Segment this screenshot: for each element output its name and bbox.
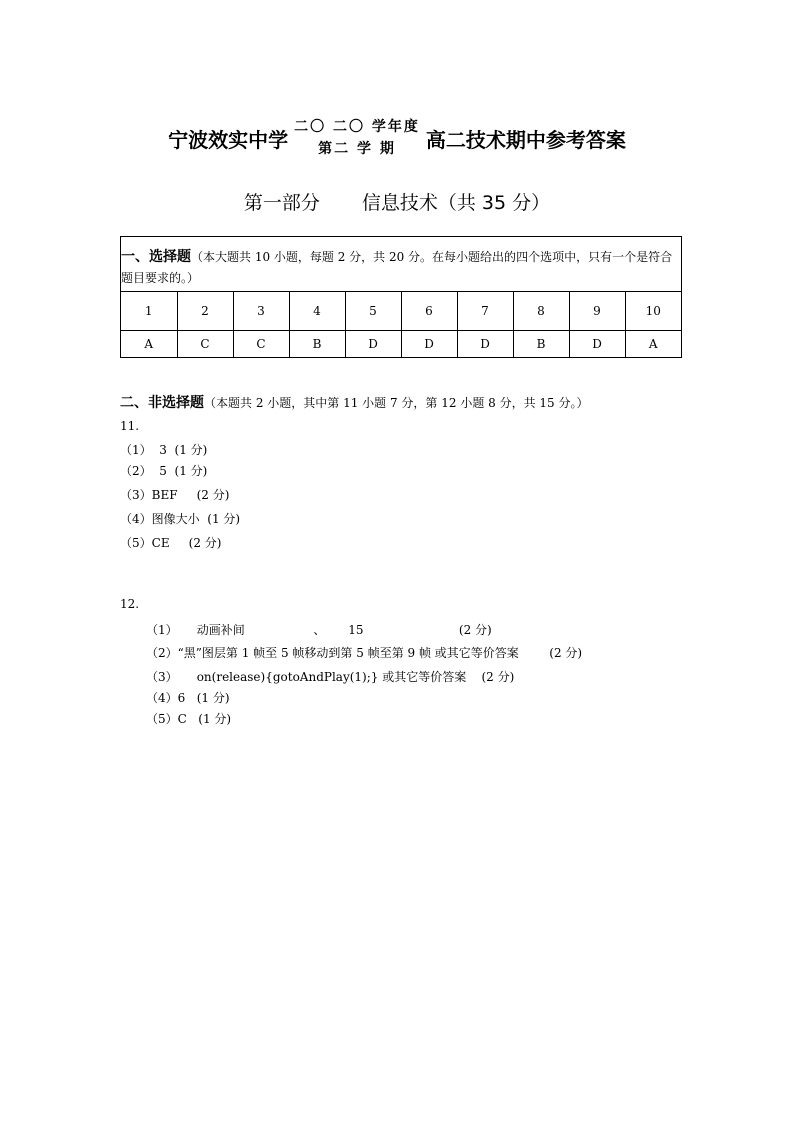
question-number-cell: 4 xyxy=(289,292,345,331)
question-number-cell: 9 xyxy=(569,292,625,331)
title-year-top: 二〇 二〇 学年度 xyxy=(294,119,420,135)
q12-answer-4: （4）6 (1 分) xyxy=(146,691,230,705)
q11-answer-3: （3）BEF (2 分) xyxy=(120,488,230,502)
question-12-label: 12. xyxy=(120,597,140,611)
title-school: 宁波效实中学 xyxy=(168,127,289,152)
answer-cell: C xyxy=(177,331,233,358)
question-number-cell: 1 xyxy=(121,292,177,331)
part-subject: 信息技术（共 35 分） xyxy=(361,192,551,214)
answer-table xyxy=(121,291,681,357)
multiple-choice-header xyxy=(121,237,681,291)
q12-answer-5: （5）C (1 分) xyxy=(146,712,232,726)
question-number-cell: 8 xyxy=(513,292,569,331)
part-name: 第一部分 xyxy=(243,192,320,214)
section2-instructions: （本题共 2 小题，其中第 11 小题 7 分，第 12 小题 8 分，共 15 分。） xyxy=(204,396,589,410)
question-11-label: 11. xyxy=(120,419,140,433)
part-heading xyxy=(0,188,794,215)
answer-cell: A xyxy=(121,331,177,358)
answer-cell: D xyxy=(457,331,513,358)
page-title xyxy=(0,116,794,160)
answer-row xyxy=(121,331,681,358)
section2-heading: 二、非选择题 xyxy=(120,395,204,411)
question-number-cell: 3 xyxy=(233,292,289,331)
q12-answer-1: （1） 动画补间 、 15 (2 分) xyxy=(146,623,492,637)
question-number-cell: 10 xyxy=(625,292,681,331)
answer-cell: A xyxy=(625,331,681,358)
q11-answer-4: （4）图像大小 (1 分) xyxy=(120,512,241,526)
answer-cell: D xyxy=(345,331,401,358)
multiple-choice-section xyxy=(120,236,682,358)
section2-header xyxy=(120,392,589,412)
question-number-cell: 2 xyxy=(177,292,233,331)
section1-instructions: （本大题共 10 小题，每题 2 分，共 20 分。在每小题给出的四个选项中，只有一个是符合题目要求的。） xyxy=(121,250,673,285)
section1-heading: 一、选择题 xyxy=(121,249,191,265)
question-number-cell: 5 xyxy=(345,292,401,331)
q11-answer-1: （1） 3 (1 分) xyxy=(120,443,208,457)
title-suffix: 高二技术期中参考答案 xyxy=(425,127,626,152)
answer-cell: D xyxy=(401,331,457,358)
q12-answer-2: （2）“黑”图层第 1 帧至 5 帧移动到第 5 帧至第 9 帧 或其它等价答案 (2 分) xyxy=(146,646,583,660)
q12-answer-3: （3） on(release){gotoAndPlay(1);} 或其它等价答案 (2 分) xyxy=(146,670,515,684)
question-number-cell: 7 xyxy=(457,292,513,331)
question-number-cell: 6 xyxy=(401,292,457,331)
answer-cell: B xyxy=(289,331,345,358)
question-number-row xyxy=(121,292,681,331)
title-year-bottom: 第二 学 期 xyxy=(318,141,396,157)
q11-answer-5: （5）CE (2 分) xyxy=(120,536,222,550)
answer-cell: C xyxy=(233,331,289,358)
title-school-year xyxy=(294,116,420,160)
answer-cell: D xyxy=(569,331,625,358)
answer-cell: B xyxy=(513,331,569,358)
q11-answer-2: （2） 5 (1 分) xyxy=(120,464,208,478)
